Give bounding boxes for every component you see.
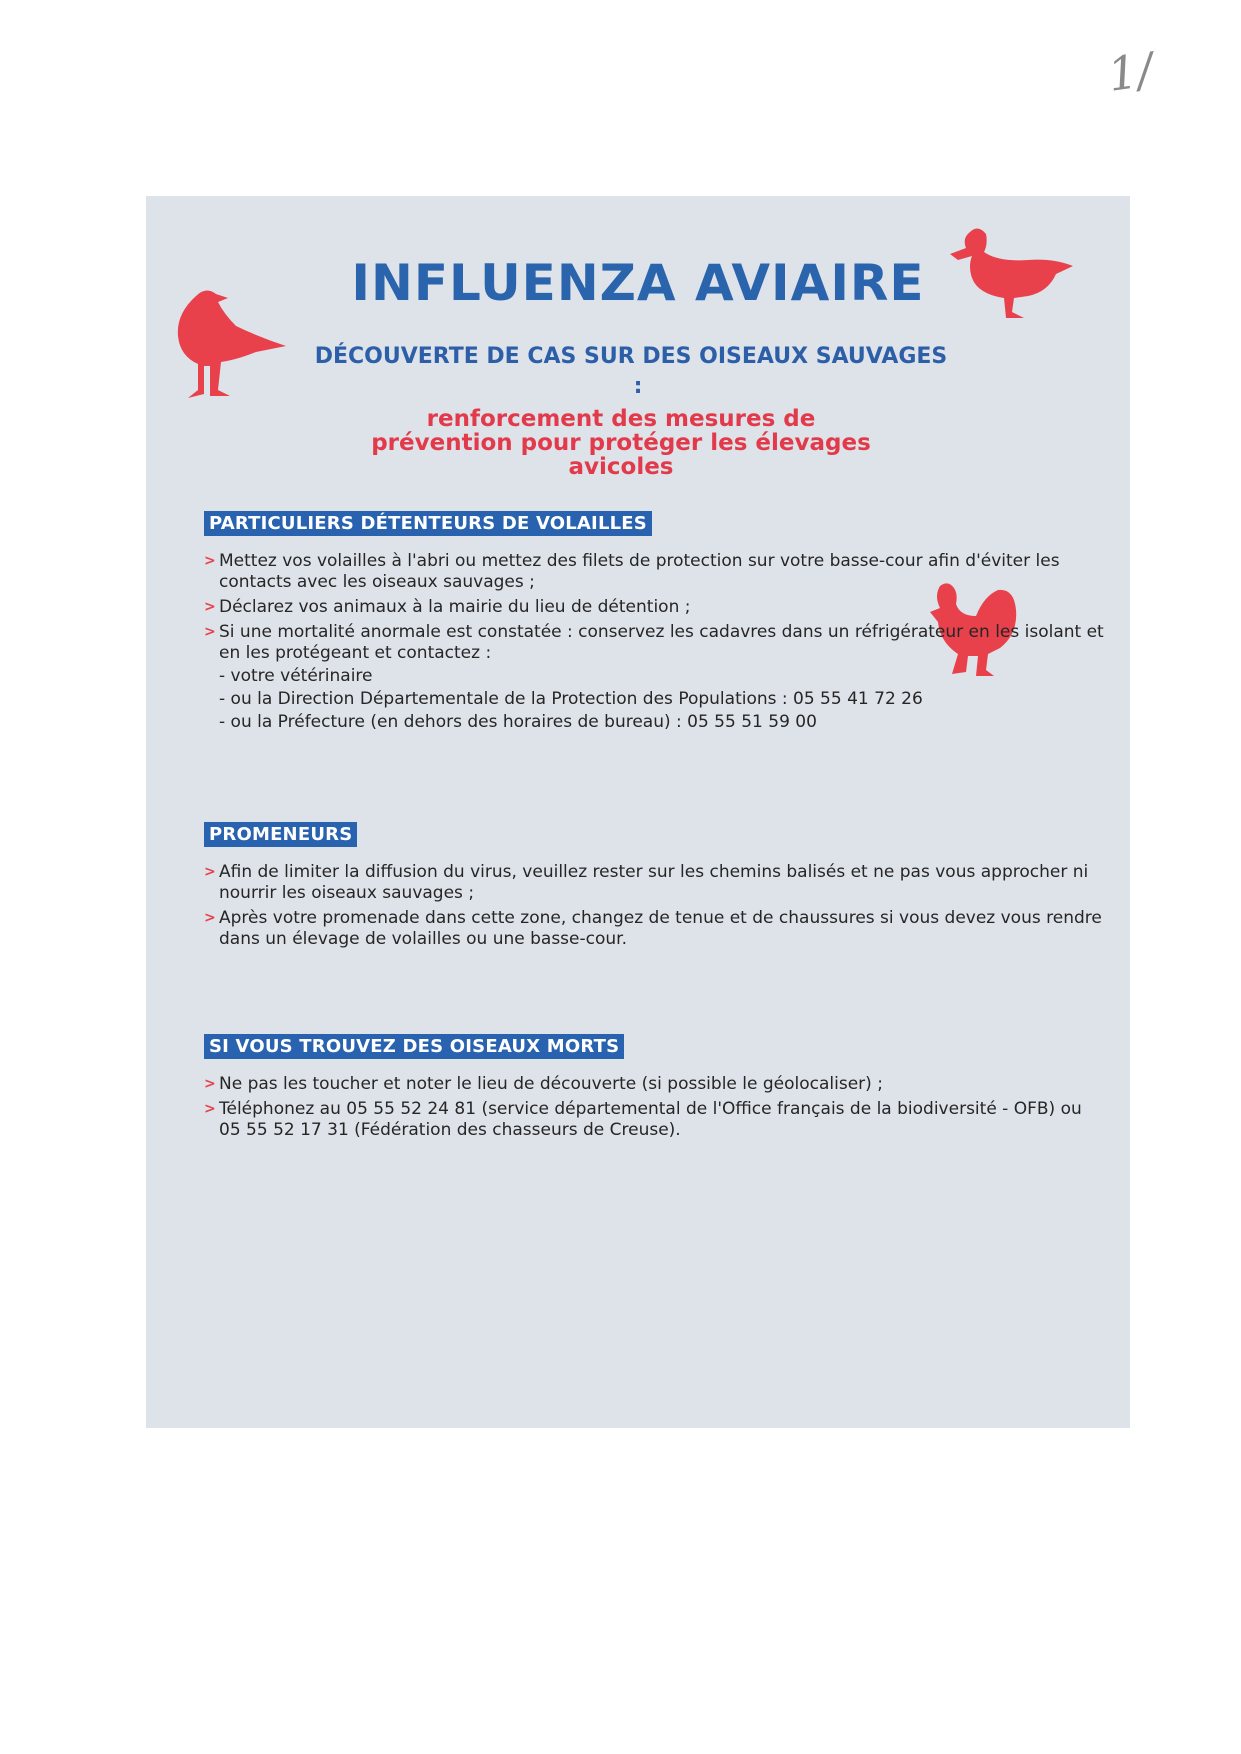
handwritten-page-mark: 1/ xyxy=(1104,42,1157,102)
subtitle-colon: : xyxy=(633,374,643,399)
bullet-arrow-icon: > xyxy=(204,624,216,640)
section-heading-walkers: PROMENEURS xyxy=(204,822,357,847)
bullet-arrow-icon: > xyxy=(204,553,216,569)
walkers-list xyxy=(204,862,1104,954)
contact-list xyxy=(219,666,1104,733)
list-item: > Ne pas les toucher et noter le lieu de découverte (si possible le géolocaliser) ; xyxy=(204,1074,883,1094)
contact-ddpp: - ou la Direction Départementale de la Protection des Populations : 05 55 41 72 26 xyxy=(219,689,923,709)
bullet-arrow-icon: > xyxy=(204,1076,216,1092)
bullet-arrow-icon: > xyxy=(204,1101,216,1117)
list-item: > Téléphonez au 05 55 52 24 81 (service départemental de l'Office français de la biodiversité - OFB) ou 05 55 52 17 31 (Fédération des chasseurs de Creuse). xyxy=(204,1099,1082,1140)
list-item: > Après votre promenade dans cette zone, changez de tenue et de chaussures si vous devez vous rendre dans un élevage de volailles ou une basse-cour. xyxy=(204,908,1102,949)
list-item: > Mettez vos volailles à l'abri ou mettez des filets de protection sur votre basse-cour afin d'éviter les contacts avec les oiseaux sauvages ; xyxy=(204,551,1060,592)
bullet-arrow-icon: > xyxy=(204,864,216,880)
contact-prefecture: - ou la Préfecture (en dehors des horaires de bureau) : 05 55 51 59 00 xyxy=(219,712,817,732)
bullet-arrow-icon: > xyxy=(204,910,216,926)
section-heading-dead-birds: SI VOUS TROUVEZ DES OISEAUX MORTS xyxy=(204,1034,624,1059)
contact-vet: - votre vétérinaire xyxy=(219,666,373,686)
owners-list xyxy=(204,551,1104,737)
poster-subtitle: DÉCOUVERTE DE CAS SUR DES OISEAUX SAUVAGES xyxy=(314,344,948,369)
poster-tagline: renforcement des mesures de prévention pour protéger les élevages avicoles xyxy=(371,406,871,480)
poster xyxy=(146,196,1130,1428)
list-item: > Déclarez vos animaux à la mairie du lieu de détention ; xyxy=(204,597,691,617)
section-heading-owners: PARTICULIERS DÉTENTEURS DE VOLAILLES xyxy=(204,511,652,536)
dead-birds-list xyxy=(204,1074,1104,1145)
list-item: > Afin de limiter la diffusion du virus, veuillez rester sur les chemins balisés et ne pas vous approcher ni nourrir les oiseaux sauvages ; xyxy=(204,862,1089,903)
list-item: > Si une mortalité anormale est constatée : conservez les cadavres dans un réfrigérateur en les isolant et en les protégeant et contactez : - votre vétérinaire - ou la Direction Départementale de la Protection des Populations : 05 55 41 72 26 - ou la Préfecture (en dehors des horaires de bureau) : 05 55 51 59 00 xyxy=(204,622,1104,732)
bullet-arrow-icon: > xyxy=(204,599,216,615)
poster-title: INFLUENZA AVIAIRE xyxy=(351,254,925,312)
